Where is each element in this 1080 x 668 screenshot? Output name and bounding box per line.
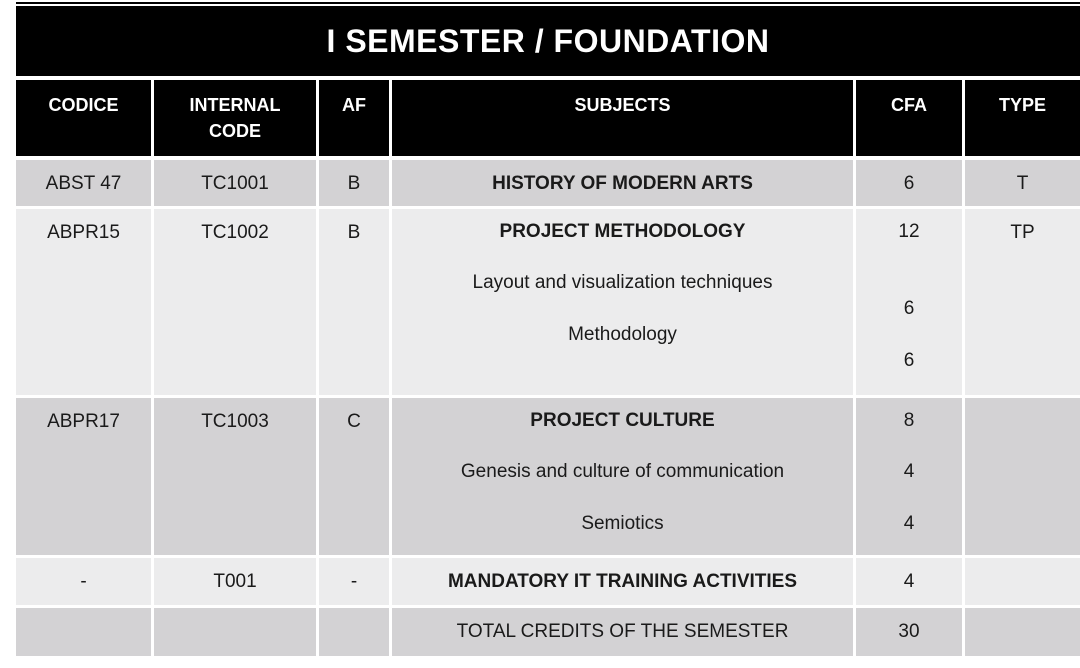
row-1-subject: HISTORY OF MODERN ARTS <box>392 160 853 206</box>
row-3-subject: PROJECT CULTURE <box>530 410 715 431</box>
row-2-subject: PROJECT METHODOLOGY <box>499 221 746 242</box>
row-3-cfa: 8 <box>903 410 915 431</box>
row-2-cfa: 12 <box>898 221 920 242</box>
row-2-subitem-1: Layout and visualization techniques <box>472 272 773 293</box>
header-internal-code-line1: INTERNAL <box>189 95 281 115</box>
header-type: TYPE <box>965 80 1080 156</box>
row-2-codice: ABPR15 <box>16 209 151 395</box>
header-internal-code-line2: CODE <box>208 121 261 141</box>
row-3-internal-code: TC1003 <box>154 398 316 555</box>
row-4-cfa: 4 <box>856 558 962 605</box>
row-5-af <box>319 608 389 656</box>
row-3-cfa-cell <box>856 398 962 555</box>
row-5-cfa: 30 <box>856 608 962 656</box>
row-3-af: C <box>319 398 389 555</box>
row-4-type <box>965 558 1080 605</box>
row-3-subjects <box>392 398 853 555</box>
row-4-internal-code: T001 <box>154 558 316 605</box>
row-1-af: B <box>319 160 389 206</box>
row-2-internal-code: TC1002 <box>154 209 316 395</box>
row-3-codice: ABPR17 <box>16 398 151 555</box>
row-1-cfa: 6 <box>856 160 962 206</box>
row-4-codice: - <box>16 558 151 605</box>
row-1-internal-code: TC1001 <box>154 160 316 206</box>
row-4-af: - <box>319 558 389 605</box>
row-4-subject: MANDATORY IT TRAINING ACTIVITIES <box>392 558 853 605</box>
row-2-type: TP <box>965 209 1080 395</box>
row-2-subjects <box>392 209 853 395</box>
row-2-cfa-cell <box>856 209 962 395</box>
row-1-codice: ABST 47 <box>16 160 151 206</box>
header-af: AF <box>319 80 389 156</box>
row-2-cfa-1: 6 <box>903 298 915 319</box>
header-subjects: SUBJECTS <box>392 80 853 156</box>
row-2-cfa-2: 6 <box>903 350 915 371</box>
row-5-subject: TOTAL CREDITS OF THE SEMESTER <box>392 608 853 656</box>
header-codice: CODICE <box>16 80 151 156</box>
row-3-cfa-1: 4 <box>903 461 915 482</box>
header-cfa: CFA <box>856 80 962 156</box>
table-title: I SEMESTER / FOUNDATION <box>16 6 1080 76</box>
row-2-af: B <box>319 209 389 395</box>
row-1-type: T <box>965 160 1080 206</box>
row-3-subitem-1: Genesis and culture of communication <box>460 461 785 482</box>
row-5-codice <box>16 608 151 656</box>
row-2-subitem-2: Methodology <box>568 324 677 345</box>
row-3-type <box>965 398 1080 555</box>
row-3-cfa-2: 4 <box>903 513 915 534</box>
row-3-subitem-2: Semiotics <box>581 513 664 534</box>
row-5-internal-code <box>154 608 316 656</box>
top-rule <box>16 2 1080 4</box>
header-internal-code <box>154 80 316 156</box>
row-5-type <box>965 608 1080 656</box>
